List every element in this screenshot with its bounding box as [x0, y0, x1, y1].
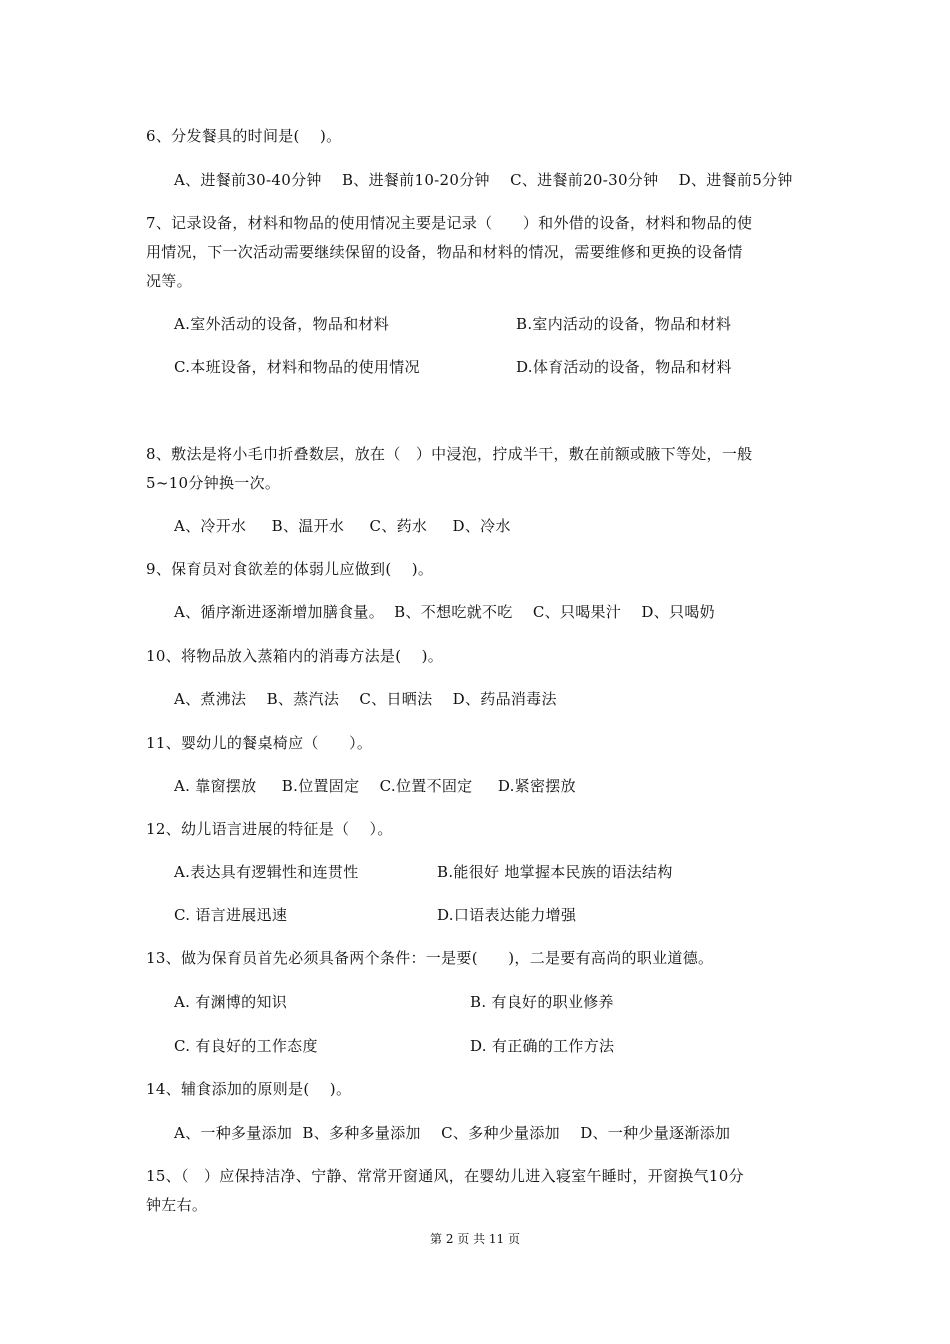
question-7-option-a: A.室外活动的设备，物品和材料 [174, 315, 390, 333]
page-footer: 第 2 页 共 11 页 [430, 1232, 520, 1246]
question-12-option-c: C. 语言进展迅速 [174, 906, 288, 924]
question-13-option-a: A. 有渊博的知识 [174, 993, 288, 1011]
question-14-options: A、一种多量添加 B、多种多量添加 C、多种少量添加 D、一种少量逐渐添加 [174, 1124, 731, 1142]
question-10-line-1: 10、将物品放入蒸箱内的消毒方法是( )。 [146, 647, 444, 665]
question-6-line-1: 6、分发餐具的时间是( )。 [146, 127, 342, 145]
question-6-options: A、进餐前30-40分钟 B、进餐前10-20分钟 C、进餐前20-30分钟 D、进餐前5分钟 [174, 171, 793, 189]
question-7-line-3: 况等。 [146, 272, 192, 290]
question-11-line-1: 11、婴幼儿的餐桌椅应（ ）。 [146, 734, 373, 752]
question-7-option-d: D.体育活动的设备，物品和材料 [516, 358, 732, 376]
question-8-line-1: 8、敷法是将小毛巾折叠数层，放在（ ）中浸泡，拧成半干，敷在前额或腋下等处，一般 [146, 445, 753, 463]
question-13-option-b: B. 有良好的职业修养 [470, 993, 614, 1011]
question-13-option-d: D. 有正确的工作方法 [470, 1037, 615, 1055]
question-12-option-b: B.能很好 地掌握本民族的语法结构 [437, 863, 673, 881]
question-15-line-2: 钟左右。 [146, 1196, 208, 1214]
question-7-line-2: 用情况，下一次活动需要继续保留的设备，物品和材料的情况，需要维修和更换的设备情 [146, 243, 743, 261]
question-12-line-1: 12、幼儿语言进展的特征是（ ）。 [146, 820, 393, 838]
question-9-line-1: 9、保育员对食欲差的体弱儿应做到( )。 [146, 560, 434, 578]
question-7-option-b: B.室内活动的设备，物品和材料 [516, 315, 732, 333]
question-14-line-1: 14、辅食添加的原则是( )。 [146, 1080, 352, 1098]
question-12-option-d: D.口语表达能力增强 [437, 906, 577, 924]
question-12-option-a: A.表达具有逻辑性和连贯性 [174, 863, 359, 881]
question-13-line-1: 13、做为保育员首先必须具备两个条件：一是要( )，二是要有高尚的职业道德。 [146, 949, 714, 967]
question-7-option-c: C.本班设备，材料和物品的使用情况 [174, 358, 420, 376]
question-7-line-1: 7、记录设备，材料和物品的使用情况主要是记录（ ）和外借的设备，材料和物品的使 [146, 214, 753, 232]
question-8-line-2: 5~10分钟换一次。 [146, 474, 281, 492]
question-9-options: A、循序渐进逐渐增加膳食量。 B、不想吃就不吃 C、只喝果汁 D、只喝奶 [174, 603, 715, 621]
question-10-options: A、煮沸法 B、蒸汽法 C、日晒法 D、药品消毒法 [174, 690, 557, 708]
question-11-options: A. 靠窗摆放 B.位置固定 C.位置不固定 D.紧密摆放 [174, 777, 576, 795]
question-13-option-c: C. 有良好的工作态度 [174, 1037, 318, 1055]
question-15-line-1: 15、（ ）应保持洁净、宁静、常常开窗通风，在婴幼儿进入寝室午睡时，开窗换气10分 [146, 1167, 744, 1185]
question-8-options: A、冷开水 B、温开水 C、药水 D、冷水 [174, 517, 511, 535]
